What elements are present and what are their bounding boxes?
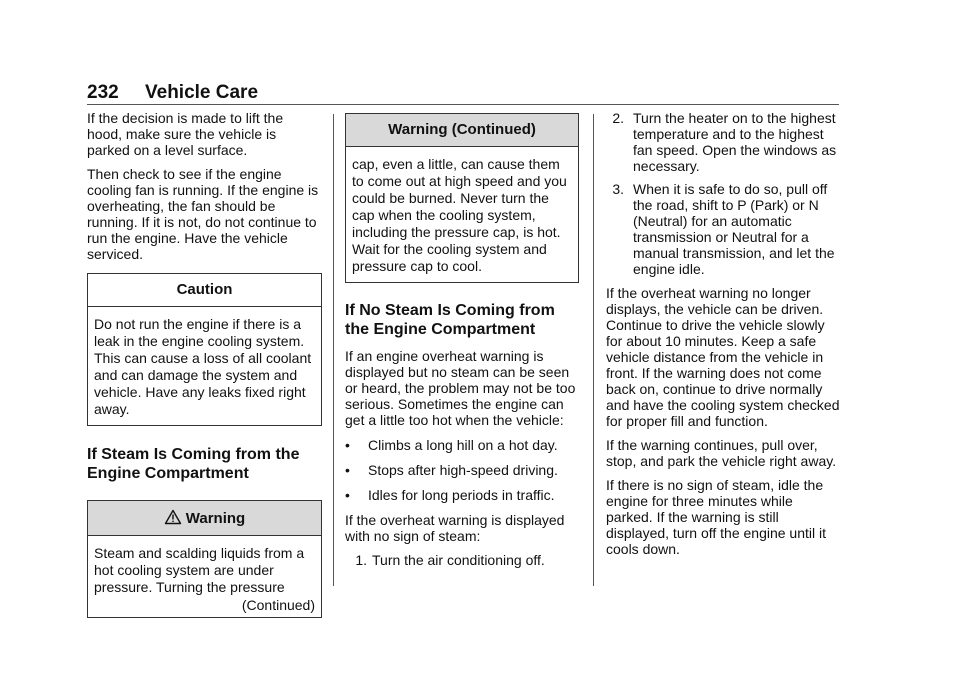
section-heading: If Steam Is Coming from the Engine Compartment bbox=[87, 446, 300, 482]
column-divider bbox=[333, 114, 334, 586]
continued-label: (Continued) bbox=[241, 597, 315, 613]
numbered-step bbox=[345, 552, 579, 568]
bullet-mark: • bbox=[345, 487, 350, 503]
warning-continued-box bbox=[345, 113, 579, 283]
bullet-mark: • bbox=[345, 462, 350, 478]
warning-triangle-icon bbox=[164, 509, 182, 525]
warning-continued-title: Warning (Continued) bbox=[346, 114, 578, 147]
step-number: 2. bbox=[612, 110, 624, 126]
list-item bbox=[345, 437, 579, 453]
list-item-text: Stops after high-speed driving. bbox=[368, 462, 558, 478]
column-2 bbox=[345, 113, 579, 575]
column-3 bbox=[606, 110, 842, 565]
list-item-text: Climbs a long hill on a hot day. bbox=[368, 437, 558, 453]
caution-body: Do not run the engine if there is a leak in the engine cooling system. This can cause a loss of all coolant and can damage the system and vehicle. Have any leaks fixed right away. bbox=[94, 316, 312, 417]
paragraph: If the overheat warning no longer displays, the vehicle can be driven. Continue to drive the vehicle slowly for about 10 minutes. Keep a safe vehicle distance from the vehicle in front. If the warning does not come back on, continue to drive normally and have the cooling system checked for proper fill and function. bbox=[606, 285, 840, 429]
step-number: 3. bbox=[612, 181, 624, 197]
caution-box bbox=[87, 273, 322, 426]
column-divider bbox=[593, 114, 594, 586]
warning-box bbox=[87, 500, 322, 618]
warning-continued-body: cap, even a little, can cause them to come out at high speed and you could be burned. Never turn the cap when the cooling system, including the pressure cap, is hot. Wait for the cooling system and pressure cap to cool. bbox=[352, 156, 567, 274]
list-item bbox=[345, 487, 579, 503]
chapter-title: Vehicle Care bbox=[145, 82, 259, 103]
warning-title: Warning bbox=[185, 510, 246, 527]
paragraph: If there is no sign of steam, idle the engine for three minutes while parked. If the warning is still displayed, turn off the engine until it cools down. bbox=[606, 477, 827, 557]
step-text: Turn the heater on to the highest temperature and to the highest fan speed. Open the windows as necessary. bbox=[633, 110, 837, 174]
paragraph: If the overheat warning is displayed with no sign of steam: bbox=[345, 512, 565, 544]
section-heading: If No Steam Is Coming from the Engine Compartment bbox=[345, 302, 555, 338]
step-text: When it is safe to do so, pull off the road, shift to P (Park) or N (Neutral) for an automatic transmission or Neutral for a manual transmission, and let the engine idle. bbox=[633, 181, 835, 277]
warning-header bbox=[88, 501, 321, 536]
page-header bbox=[87, 82, 837, 106]
column-1 bbox=[87, 110, 322, 618]
paragraph: If the warning continues, pull over, stop, and park the vehicle right away. bbox=[606, 437, 837, 469]
numbered-step bbox=[606, 110, 842, 174]
step-number: 1. bbox=[355, 552, 367, 568]
warning-body bbox=[88, 536, 321, 617]
paragraph: If an engine overheat warning is displayed but no steam can be seen or heard, the problem may not be too serious. Sometimes the engine can get a little too hot when the vehicle: bbox=[345, 348, 576, 428]
header-rule bbox=[87, 104, 839, 105]
numbered-step bbox=[606, 181, 842, 277]
page-number: 232 bbox=[87, 82, 119, 103]
list-item-text: Idles for long periods in traffic. bbox=[368, 487, 555, 503]
step-text: Turn the air conditioning off. bbox=[372, 552, 545, 568]
caution-title: Caution bbox=[88, 274, 321, 307]
paragraph: Then check to see if the engine cooling fan is running. If the engine is overheating, the fan should be running. If it is not, do not continue to run the engine. Have the vehicle serviced. bbox=[87, 166, 319, 262]
paragraph: If the decision is made to lift the hood, make sure the vehicle is parked on a level surface. bbox=[87, 110, 284, 158]
warning-text: Steam and scalding liquids from a hot cooling system are under pressure. Turning the pressure bbox=[94, 545, 305, 595]
list-item bbox=[345, 462, 579, 478]
bullet-mark: • bbox=[345, 437, 350, 453]
